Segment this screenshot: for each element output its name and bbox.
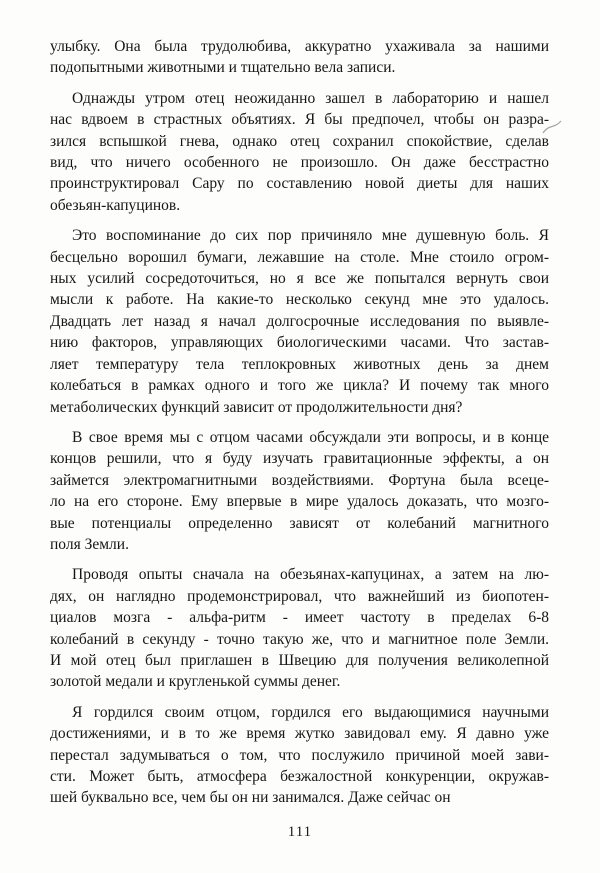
text-line: золотой медали и кругленькой суммы денег. xyxy=(50,673,341,691)
text-line: шей буквально все, чем бы он ни занимался. Даже сейчас он xyxy=(50,789,451,807)
text-line: ных усилий сосредоточиться, но я все же попытался вернуть свои xyxy=(50,270,549,288)
paragraph xyxy=(50,225,549,418)
text-line: И мой отец был приглашен в Швецию для получения великолепной xyxy=(50,651,549,669)
text-line: циалов мозга - альфа-ритм - имеет частоту в пределах 6-8 xyxy=(50,609,549,627)
text-line: В свое время мы с отцом часами обсуждали эти вопросы, и в конце xyxy=(72,428,549,446)
text-line: перестал задумываться о том, что послужило причиной моей зави- xyxy=(50,746,549,764)
paragraph xyxy=(50,564,549,692)
text-line: улыбку. Она была трудолюбива, аккуратно ухаживала за нашими xyxy=(50,38,549,55)
text-line: вые потенциалы определенно зависят от колебаний магнитного xyxy=(50,514,549,532)
paragraph xyxy=(50,36,549,79)
text-line: ло на его стороне. Ему впервые в мире удалось доказать, что мозго- xyxy=(50,493,549,511)
text-line: мысли к работе. На какие-то несколько секунд мне это удалось. xyxy=(50,291,549,309)
text-line: нию факторов, управляющих биологическими часами. Что застав- xyxy=(50,334,549,352)
text-line: достижениями, и в то же время жутко завидовал ему. Я давно уже xyxy=(50,725,549,743)
text-line: колебаний в секунду - точно такую же, что и магнитное поле Земли. xyxy=(50,630,549,648)
text-line: колебаться в рамках одного и того же цикла? И почему так много xyxy=(50,377,549,395)
text-line: поля Земли. xyxy=(50,535,129,553)
page-text xyxy=(50,36,549,818)
text-line: Это воспоминание до сих пор причиняло мне душевную боль. Я xyxy=(72,227,549,245)
paragraph xyxy=(50,702,549,809)
text-line: займется электромагнитными воздействиями. Фортуна была всеце- xyxy=(50,471,549,489)
text-line: нас вдвоем в страстных объятиях. Я бы предпочел, чтобы он разра- xyxy=(50,111,549,129)
text-line: Однажды утром отец неожиданно зашел в лабораторию и нашел xyxy=(72,89,549,107)
paragraph xyxy=(50,427,549,555)
text-line: ляет температуру тела теплокровных животных день за днем xyxy=(50,355,549,373)
text-line: сти. Может быть, атмосфера безжалостной конкуренции, окружав- xyxy=(50,768,549,785)
text-line: подопытными животными и тщательно вела записи. xyxy=(50,59,396,77)
text-line: Проводя опыты сначала на обезьянах-капуцинах, а затем на лю- xyxy=(72,566,549,584)
text-line: Я гордился своим отцом, гордился его выдающимися научными xyxy=(72,703,549,721)
text-line: обезьян-капуцинов. xyxy=(50,196,181,214)
paragraph xyxy=(50,88,549,216)
text-line: метаболических функций зависит от продолжительности дня? xyxy=(50,398,463,416)
text-line: бесцельно ворошил бумаги, лежавшие на столе. Мне стоило огром- xyxy=(50,248,549,266)
text-line: проинструктировал Сару по составлению новой диеты для наших xyxy=(50,175,549,193)
pen-mark xyxy=(541,118,563,140)
text-line: дях, он наглядно продемонстрировал, что важнейший из биопотен- xyxy=(50,587,549,605)
text-line: вид, что ничего особенного не произошло. Он даже бесстрастно xyxy=(50,154,549,172)
text-line: Двадцать лет назад я начал долгосрочные исследования по выявле- xyxy=(50,312,549,330)
page-number: 111 xyxy=(287,824,313,840)
text-line: концов решили, что я буду изучать гравитационные эффекты, а он xyxy=(50,450,549,468)
text-line: зился вспышкой гнева, однако отец сохранил спокойствие, сделав xyxy=(50,132,549,150)
